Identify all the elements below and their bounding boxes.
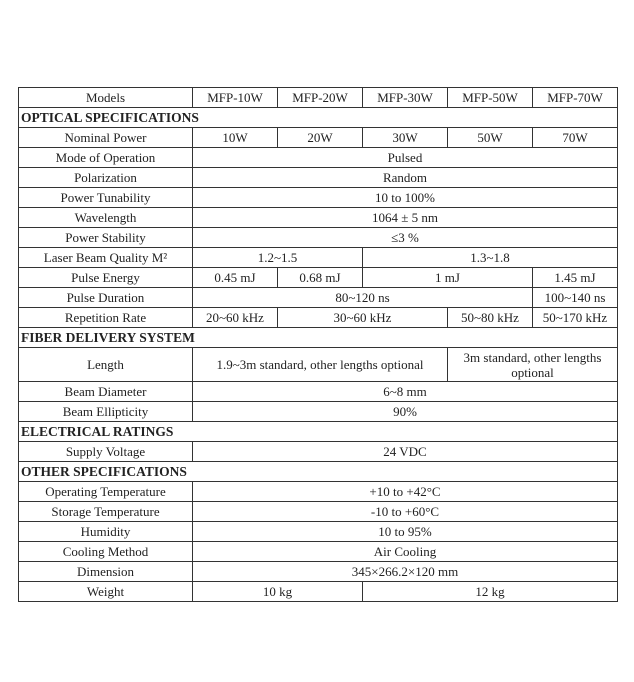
section-title-optical: OPTICAL SPECIFICATIONS (19, 108, 618, 128)
cell-value: 50~170 kHz (533, 308, 618, 328)
row-beam-quality (19, 248, 618, 268)
row-power-stability (19, 228, 618, 248)
row-pulse-energy (19, 268, 618, 288)
row-pulse-duration (19, 288, 618, 308)
row-cooling-method (19, 542, 618, 562)
spec-table (18, 87, 618, 602)
cell-value: 30W (363, 128, 448, 148)
row-length (19, 348, 618, 382)
section-electrical (19, 422, 618, 442)
row-label: Pulse Duration (19, 288, 193, 308)
model-mfp-20w: MFP-20W (278, 88, 363, 108)
row-mode (19, 148, 618, 168)
row-power-tunability (19, 188, 618, 208)
cell-value: 24 VDC (193, 442, 618, 462)
row-label: Laser Beam Quality M² (19, 248, 193, 268)
cell-value: -10 to +60°C (193, 502, 618, 522)
cell-value: 1064 ± 5 nm (193, 208, 618, 228)
row-label: Pulse Energy (19, 268, 193, 288)
cell-value: 0.45 mJ (193, 268, 278, 288)
model-mfp-70w: MFP-70W (533, 88, 618, 108)
row-label: Operating Temperature (19, 482, 193, 502)
row-beam-diameter (19, 382, 618, 402)
cell-value: 10 to 100% (193, 188, 618, 208)
cell-value: 1.3~1.8 (363, 248, 618, 268)
row-label: Cooling Method (19, 542, 193, 562)
row-label: Humidity (19, 522, 193, 542)
row-label: Dimension (19, 562, 193, 582)
row-nominal-power (19, 128, 618, 148)
cell-value: 20~60 kHz (193, 308, 278, 328)
row-label: Power Tunability (19, 188, 193, 208)
cell-value: 50~80 kHz (448, 308, 533, 328)
row-label: Storage Temperature (19, 502, 193, 522)
section-title-other: OTHER SPECIFICATIONS (19, 462, 618, 482)
row-label: Mode of Operation (19, 148, 193, 168)
cell-value: 6~8 mm (193, 382, 618, 402)
row-label: Beam Diameter (19, 382, 193, 402)
cell-value: 20W (278, 128, 363, 148)
row-humidity (19, 522, 618, 542)
cell-value: Air Cooling (193, 542, 618, 562)
row-repetition-rate (19, 308, 618, 328)
section-title-fiber: FIBER DELIVERY SYSTEM (19, 328, 618, 348)
row-label: Length (19, 348, 193, 382)
row-label: Repetition Rate (19, 308, 193, 328)
row-supply-voltage (19, 442, 618, 462)
cell-value: 12 kg (363, 582, 618, 602)
section-other (19, 462, 618, 482)
models-row (19, 88, 618, 108)
cell-value: 30~60 kHz (278, 308, 448, 328)
row-storage-temperature (19, 502, 618, 522)
row-wavelength (19, 208, 618, 228)
cell-value: 10 to 95% (193, 522, 618, 542)
row-weight (19, 582, 618, 602)
row-label: Supply Voltage (19, 442, 193, 462)
section-optical (19, 108, 618, 128)
model-mfp-10w: MFP-10W (193, 88, 278, 108)
row-dimension (19, 562, 618, 582)
cell-value: 50W (448, 128, 533, 148)
row-label: Polarization (19, 168, 193, 188)
cell-value: 80~120 ns (193, 288, 533, 308)
cell-value: 1.45 mJ (533, 268, 618, 288)
row-label: Beam Ellipticity (19, 402, 193, 422)
cell-value: 1.9~3m standard, other lengths optional (193, 348, 448, 382)
cell-value: 10W (193, 128, 278, 148)
row-beam-ellipticity (19, 402, 618, 422)
cell-value: 345×266.2×120 mm (193, 562, 618, 582)
cell-value: 0.68 mJ (278, 268, 363, 288)
cell-value: 1.2~1.5 (193, 248, 363, 268)
cell-value: 90% (193, 402, 618, 422)
section-title-electrical: ELECTRICAL RATINGS (19, 422, 618, 442)
cell-value: 10 kg (193, 582, 363, 602)
cell-value: +10 to +42°C (193, 482, 618, 502)
row-polarization (19, 168, 618, 188)
section-fiber (19, 328, 618, 348)
models-label: Models (19, 88, 193, 108)
cell-value: 1 mJ (363, 268, 533, 288)
row-operating-temperature (19, 482, 618, 502)
cell-value: Pulsed (193, 148, 618, 168)
cell-value: Random (193, 168, 618, 188)
row-label: Power Stability (19, 228, 193, 248)
cell-value: ≤3 % (193, 228, 618, 248)
row-label: Wavelength (19, 208, 193, 228)
cell-value: 3m standard, other lengths optional (448, 348, 618, 382)
row-label: Nominal Power (19, 128, 193, 148)
cell-value: 70W (533, 128, 618, 148)
model-mfp-50w: MFP-50W (448, 88, 533, 108)
cell-value: 100~140 ns (533, 288, 618, 308)
model-mfp-30w: MFP-30W (363, 88, 448, 108)
row-label: Weight (19, 582, 193, 602)
